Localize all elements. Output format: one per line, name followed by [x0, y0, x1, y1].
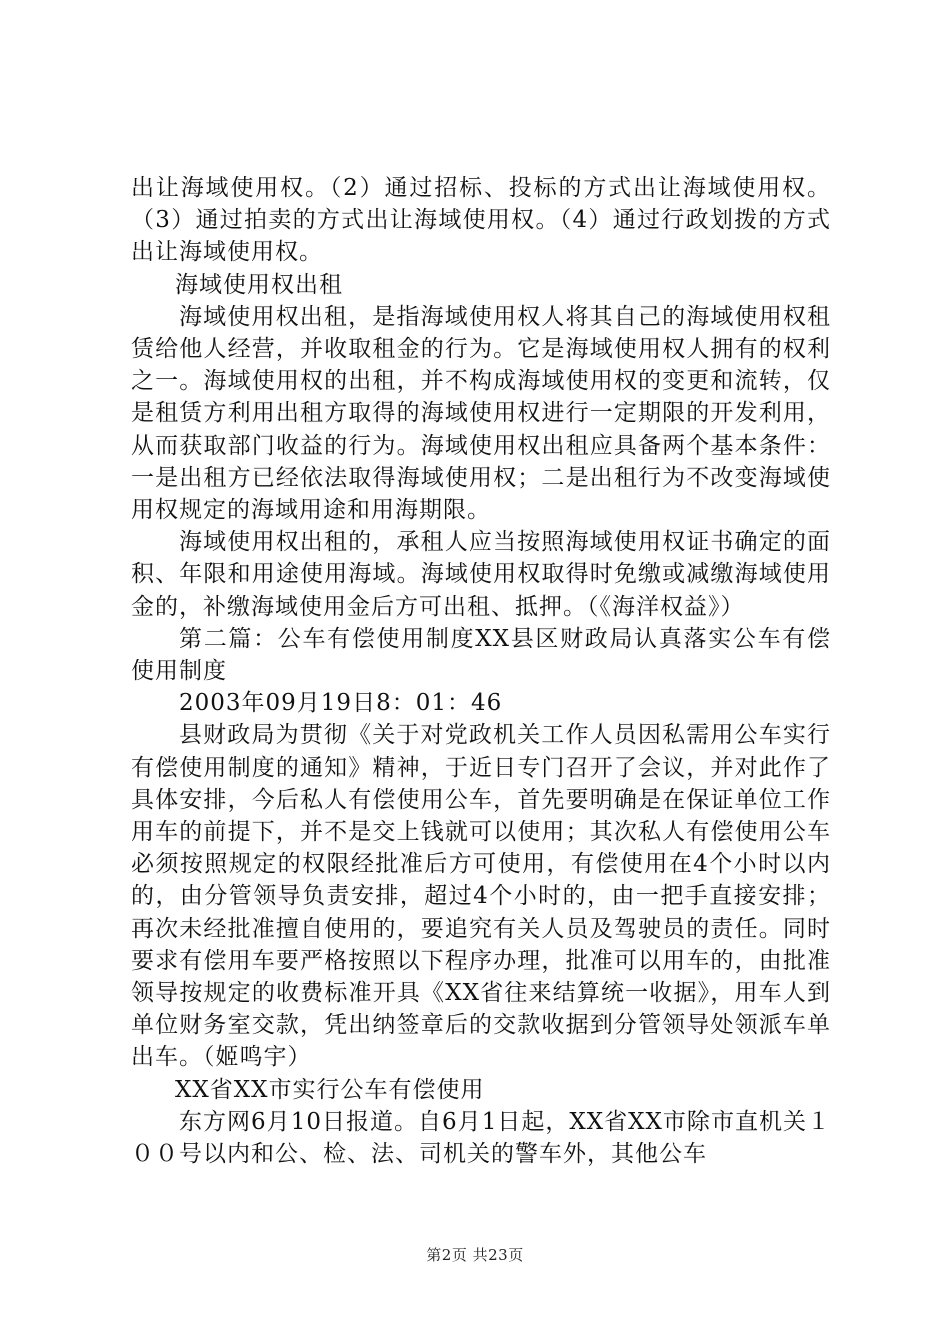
- article-timestamp: 2003年09月19日8：01：46: [179, 690, 503, 717]
- paragraph-news-report: 东方网6月10日报道。自6月1日起，XX省XX市除市直机关１００号以内和公、检、法、司机关的警车外，其他公车: [131, 1108, 831, 1168]
- paragraph-sea-area-lease-terms: 海域使用权出租的，承租人应当按照海域使用权证书确定的面积、年限和用途使用海域。海域使用权取得时免缴或减缴海域使用金的，补缴海域使用金后方可出租、抵押。（《海洋权益》）: [131, 529, 831, 620]
- section-heading-city-policy: XX省XX市实行公车有偿使用: [175, 1076, 485, 1103]
- paragraph-sea-area-transfer-methods: 出让海域使用权。（2）通过招标、投标的方式出让海域使用权。（3）通过拍卖的方式出让海域使用权。（4）通过行政划拨的方式出让海域使用权。: [131, 175, 831, 266]
- paragraph-sea-area-lease-definition: 海域使用权出租，是指海域使用权人将其自己的海域使用权租赁给他人经营，并收取租金的行为。它是海域使用权人拥有的权利之一。海域使用权的出租，并不构成海域使用权的变更和流转，仅是租赁方利用出租方取得的海域使用权进行一定期限的开发利用，从而获取部门收益的行为。海域使用权出租应具备两个基本条件：一是出租方已经依法取得海域使用权；二是出租行为不改变海域使用权规定的海域用途和用海期限。: [131, 303, 831, 524]
- page-footer: [0, 1244, 950, 1265]
- chapter-title-part-two: 第二篇：公车有偿使用制度XX县区财政局认真落实公车有偿使用制度: [131, 625, 831, 685]
- document-body: [131, 172, 831, 1170]
- section-heading-sea-area-lease: 海域使用权出租: [175, 271, 343, 298]
- paragraph-finance-bureau-policy: 县财政局为贯彻《关于对党政机关工作人员因私需用公车实行有偿使用制度的通知》精神，于近日专门召开了会议，并对此作了具体安排，今后私人有偿使用公车，首先要明确是在保证单位工作用车的前提下，并不是交上钱就可以使用；其次私人有偿使用公车必须按照规定的权限经批准后方可使用，有偿使用在4个小时以内的，由分管领导负责安排，超过4个小时的，由一把手直接安排；再次未经批准擅自使用的，要追究有关人员及驾驶员的责任。同时要求有偿用车要严格按照以下程序办理，批准可以用车的，由批准领导按规定的收费标准开具《XX省往来结算统一收据》，用车人到单位财务室交款，凭出纳签章后的交款收据到分管领导处领派车单出车。（姬鸣宇）: [131, 722, 831, 1071]
- page-number-label: 第2页 共23页: [426, 1246, 524, 1264]
